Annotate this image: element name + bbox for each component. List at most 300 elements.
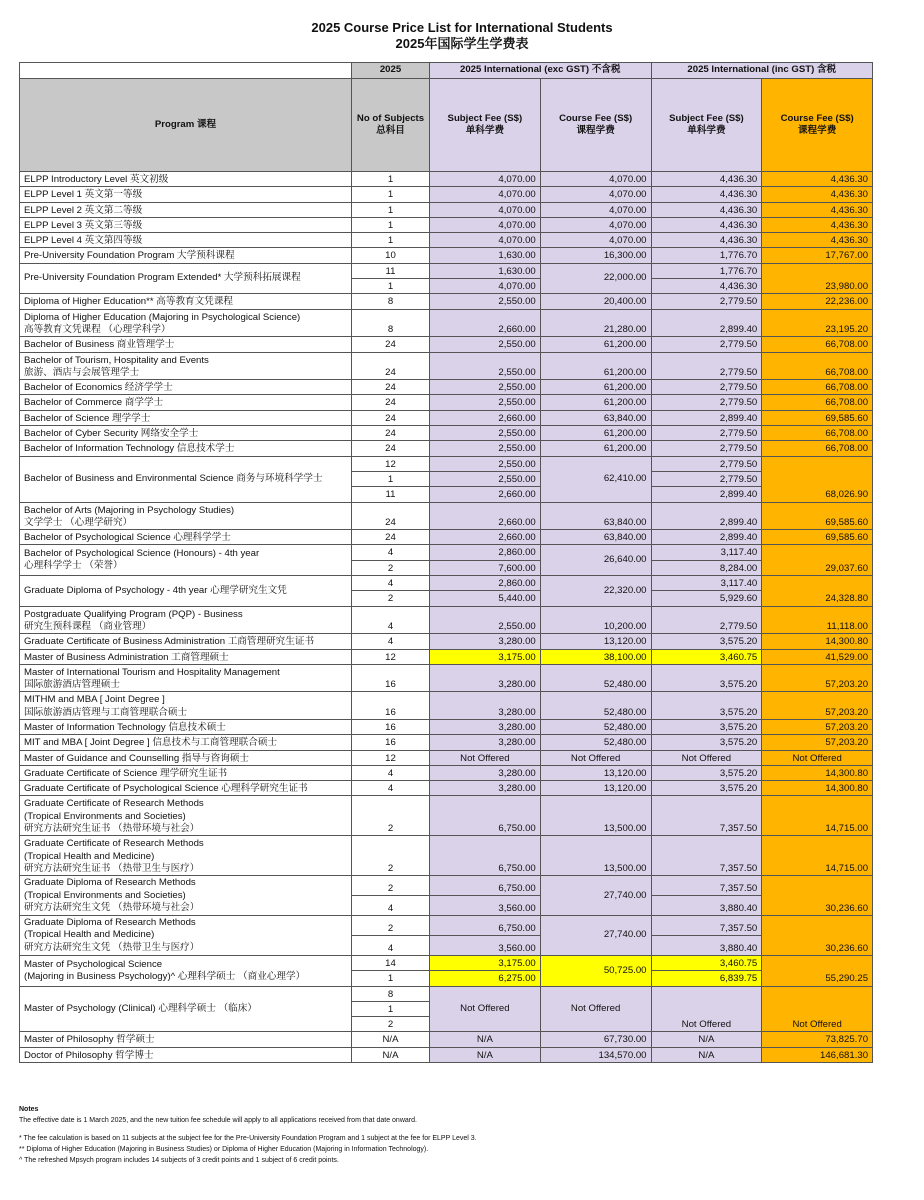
subject-fee-inc-gst: 3,117.40 — [651, 545, 762, 560]
subject-fee-inc-gst: 7,357.50 — [651, 836, 762, 876]
program-name — [20, 649, 352, 664]
subject-count: 2 — [352, 591, 430, 606]
program-name-line: 研究方法研究生证书 （热带卫生与医疗） — [24, 862, 200, 874]
course-fee-inc-gst: 69,585.60 — [762, 410, 873, 425]
course-fee-inc-gst: 69,585.60 — [762, 502, 873, 530]
subject-fee-inc-gst: 2,899.40 — [651, 530, 762, 545]
program-name-line: Bachelor of Psychological Science 心理科学学士 — [24, 532, 231, 544]
table-row — [20, 664, 873, 692]
program-name-line: Graduate Certificate of Science 理学研究生证书 — [24, 767, 228, 779]
program-name — [20, 309, 352, 337]
subject-fee-inc-gst: 2,899.40 — [651, 502, 762, 530]
table-row — [20, 441, 873, 456]
course-fee-exc-gst: 16,300.00 — [540, 248, 651, 263]
program-name-line: MIT and MBA [ Joint Degree ] 信息技术与工商管理联合硕士 — [24, 737, 278, 749]
program-name-line: Bachelor of Cyber Security 网络安全学士 — [24, 428, 199, 440]
subject-fee-exc-gst: N/A — [430, 1047, 541, 1062]
course-fee-inc-gst: 17,767.00 — [762, 248, 873, 263]
title-en: 2025 Course Price List for International Students — [311, 20, 613, 35]
course-fee-exc-gst: 13,120.00 — [540, 634, 651, 649]
program-name-line: 国际旅游酒店管理硕士 — [24, 679, 120, 691]
program-name-line: 研究生预科课程 （商业管理） — [24, 620, 152, 632]
table-row — [20, 530, 873, 545]
course-fee-inc-gst: 69,585.60 — [762, 530, 873, 545]
subject-fee-inc-gst: 3,575.20 — [651, 692, 762, 720]
subject-count: 2 — [352, 796, 430, 836]
subject-fee-inc-gst: 3,460.75 — [651, 649, 762, 664]
subject-fee-exc-gst: 3,280.00 — [430, 719, 541, 734]
subject-count: 4 — [352, 606, 430, 634]
subject-count: 24 — [352, 337, 430, 352]
subject-count: N/A — [352, 1032, 430, 1047]
table-row — [20, 410, 873, 425]
subject-fee-exc-gst: 4,070.00 — [430, 202, 541, 217]
note-mpsych: ^ The refreshed Mpsych program includes 14 subjects of 3 credit points and 1 subject of 6 credit points. — [19, 1157, 339, 1164]
course-fee-exc-gst: 62,410.00 — [540, 456, 651, 502]
header-blank — [20, 63, 352, 79]
program-name-line: 研究方法研究生证书 （热带环境与社会） — [24, 823, 200, 835]
course-fee-exc-gst: 22,320.00 — [540, 576, 651, 607]
course-fee-inc-gst: 55,290.25 — [762, 956, 873, 987]
subject-fee-exc-gst: 2,550.00 — [430, 395, 541, 410]
table-row — [20, 233, 873, 248]
program-name — [20, 502, 352, 530]
subject-fee-exc-gst: 2,550.00 — [430, 456, 541, 471]
program-name-line: 文学学士 （心理学研究） — [24, 516, 133, 528]
subject-fee-inc-gst: 2,899.40 — [651, 487, 762, 502]
program-name — [20, 796, 352, 836]
program-name — [20, 172, 352, 187]
program-name-line: (Tropical Environments and Societies) — [24, 889, 186, 901]
subject-fee-inc-gst: 4,436.30 — [651, 202, 762, 217]
course-fee-exc-gst: Not Offered — [540, 750, 651, 765]
subject-fee-inc-gst: 2,779.50 — [651, 395, 762, 410]
course-fee-inc-gst: 66,708.00 — [762, 395, 873, 410]
course-fee-inc-gst: 4,436.30 — [762, 217, 873, 232]
program-name-line: Diploma of Higher Education (Majoring in Psychological Science) — [24, 311, 301, 323]
program-name-line: Master of Philosophy 哲学硕士 — [24, 1034, 155, 1046]
subject-fee-exc-gst: 3,280.00 — [430, 765, 541, 780]
subject-fee-inc-gst: N/A — [651, 1032, 762, 1047]
table-row — [20, 456, 873, 471]
header-program: Program 课程 — [20, 79, 352, 172]
subject-fee-exc-gst: 2,660.00 — [430, 502, 541, 530]
subject-fee-exc-gst: 2,860.00 — [430, 576, 541, 591]
program-name-line: Pre-University Foundation Program 大学预科课程 — [24, 250, 235, 262]
subject-fee-exc-gst: 2,550.00 — [430, 380, 541, 395]
program-name — [20, 956, 352, 987]
subject-fee-exc-gst: 6,750.00 — [430, 836, 541, 876]
subject-count: 4 — [352, 545, 430, 560]
program-name-line: ELPP Introductory Level 英文初级 — [24, 174, 169, 185]
subject-count: 24 — [352, 530, 430, 545]
program-name-line: 研究方法研究生文凭 （热带环境与社会） — [24, 901, 200, 913]
subject-fee-inc-gst: 4,436.30 — [651, 233, 762, 248]
subject-fee-inc-gst: 7,357.50 — [651, 916, 762, 936]
course-fee-exc-gst: 38,100.00 — [540, 649, 651, 664]
program-name — [20, 735, 352, 750]
course-fee-exc-gst: 61,200.00 — [540, 395, 651, 410]
course-fee-exc-gst: Not Offered — [540, 986, 651, 1032]
subject-count: 12 — [352, 750, 430, 765]
course-fee-inc-gst: 4,436.30 — [762, 172, 873, 187]
course-fee-exc-gst: 52,480.00 — [540, 664, 651, 692]
course-fee-exc-gst: 22,000.00 — [540, 263, 651, 294]
subject-count: 4 — [352, 936, 430, 956]
table-row — [20, 294, 873, 309]
subject-fee-inc-gst: 3,575.20 — [651, 719, 762, 734]
subject-fee-exc-gst: 5,440.00 — [430, 591, 541, 606]
program-name — [20, 1047, 352, 1062]
program-name-line: (Tropical Environments and Societies) — [24, 810, 186, 822]
subject-fee-exc-gst: 4,070.00 — [430, 279, 541, 294]
subject-count: 24 — [352, 410, 430, 425]
program-name-line: Graduate Certificate of Business Administration 工商管理研究生证书 — [24, 636, 315, 648]
subject-fee-exc-gst: 2,550.00 — [430, 426, 541, 441]
notes-effective-date: The effective date is 1 March 2025, and the new tuition fee schedule will apply to all applications received from that date onward. — [19, 1117, 417, 1124]
program-name-line: 心理科学学士 （荣誉） — [24, 560, 123, 572]
program-name — [20, 530, 352, 545]
subject-fee-inc-gst: 3,880.40 — [651, 896, 762, 916]
subject-fee-exc-gst: 4,070.00 — [430, 233, 541, 248]
program-name — [20, 606, 352, 634]
program-name — [20, 836, 352, 876]
program-name-line: (Tropical Health and Medicine) — [24, 850, 155, 862]
program-name-line: Bachelor of Tourism, Hospitality and Events — [24, 354, 209, 366]
program-name — [20, 456, 352, 502]
subject-count: 4 — [352, 634, 430, 649]
program-name-line: Master of International Tourism and Hospitality Management — [24, 666, 280, 678]
subject-fee-exc-gst: 2,660.00 — [430, 530, 541, 545]
subject-fee-exc-gst: 2,550.00 — [430, 352, 541, 380]
subject-fee-exc-gst: 6,750.00 — [430, 796, 541, 836]
program-name-line: Master of Business Administration 工商管理硕士 — [24, 651, 229, 663]
course-fee-inc-gst: 66,708.00 — [762, 380, 873, 395]
course-fee-inc-gst: 23,980.00 — [762, 263, 873, 294]
program-name-line: Bachelor of Business and Environmental Science 商务与环境科学学士 — [24, 472, 323, 484]
program-name — [20, 750, 352, 765]
table-row — [20, 692, 873, 720]
program-name — [20, 719, 352, 734]
subject-count: N/A — [352, 1047, 430, 1062]
program-name-line: ELPP Level 2 英文第二等级 — [24, 204, 143, 216]
subject-fee-inc-gst: 6,839.75 — [651, 971, 762, 986]
course-fee-exc-gst: 20,400.00 — [540, 294, 651, 309]
program-name-line: Master of Psychological Science — [24, 958, 163, 970]
header-row-top — [20, 63, 873, 79]
program-name — [20, 233, 352, 248]
title-zh: 2025年国际学生学费表 — [395, 36, 529, 51]
course-fee-inc-gst: 29,037.60 — [762, 545, 873, 576]
subject-fee-exc-gst: 3,175.00 — [430, 956, 541, 971]
subject-fee-inc-gst: 3,880.40 — [651, 936, 762, 956]
program-name-line: Doctor of Philosophy 哲学博士 — [24, 1049, 154, 1061]
course-fee-exc-gst: 13,120.00 — [540, 765, 651, 780]
program-name-line: Graduate Diploma of Research Methods — [24, 877, 196, 889]
subject-count: 8 — [352, 309, 430, 337]
subject-fee-exc-gst: 2,550.00 — [430, 606, 541, 634]
header-course-fee-exc — [540, 79, 651, 172]
subject-fee-inc-gst: 4,436.30 — [651, 187, 762, 202]
course-fee-inc-gst: 30,236.60 — [762, 916, 873, 956]
program-name-line: (Majoring in Business Psychology)^ 心理科学硕士 （商业心理学） — [24, 970, 306, 982]
table-row — [20, 719, 873, 734]
table-row — [20, 765, 873, 780]
course-fee-exc-gst: 13,500.00 — [540, 796, 651, 836]
course-fee-inc-gst: 146,681.30 — [762, 1047, 873, 1062]
header-subject-fee-inc-en: Subject Fee (S$) — [669, 112, 744, 124]
program-name-line: Master of Information Technology 信息技术硕士 — [24, 721, 226, 733]
subject-count: 24 — [352, 426, 430, 441]
subject-count: 4 — [352, 781, 430, 796]
subject-fee-inc-gst: 2,779.50 — [651, 426, 762, 441]
subject-fee-inc-gst: 4,436.30 — [651, 217, 762, 232]
subject-count: 12 — [352, 649, 430, 664]
program-name-line: Graduate Diploma of Research Methods — [24, 917, 196, 929]
header-subject-fee-inc-zh: 单科学费 — [687, 125, 726, 136]
table-row — [20, 735, 873, 750]
subject-count: 4 — [352, 896, 430, 916]
subject-fee-inc-gst: 1,776.70 — [651, 263, 762, 278]
course-fee-inc-gst: 57,203.20 — [762, 692, 873, 720]
note-diploma: ** Diploma of Higher Education (Majoring in Business Studies) or Diploma of Higher Education (Majoring in Information Technology). — [19, 1146, 429, 1153]
subject-count: 2 — [352, 876, 430, 896]
program-name-line: 高等教育文凭课程 （心理学科学） — [24, 323, 171, 335]
course-fee-inc-gst: 66,708.00 — [762, 441, 873, 456]
subject-fee-inc-gst: 3,575.20 — [651, 664, 762, 692]
program-name-line: Master of Psychology (Clinical) 心理科学硕士 （临床） — [24, 1002, 257, 1014]
table-row — [20, 876, 873, 896]
table-row — [20, 380, 873, 395]
course-fee-inc-gst: 14,300.80 — [762, 765, 873, 780]
subject-count: 2 — [352, 1017, 430, 1032]
table-row — [20, 1032, 873, 1047]
header-course-fee-inc — [762, 79, 873, 172]
subject-fee-exc-gst: 3,280.00 — [430, 664, 541, 692]
subject-count: 4 — [352, 765, 430, 780]
subject-count: 24 — [352, 352, 430, 380]
program-name — [20, 692, 352, 720]
table-row — [20, 796, 873, 836]
course-fee-inc-gst: 66,708.00 — [762, 337, 873, 352]
header-subjects-zh: 总科目 — [376, 125, 405, 136]
course-fee-inc-gst: 22,236.00 — [762, 294, 873, 309]
subject-fee-exc-gst: 3,280.00 — [430, 634, 541, 649]
subject-fee-inc-gst: 3,575.20 — [651, 781, 762, 796]
program-name — [20, 634, 352, 649]
subject-fee-inc-gst: 1,776.70 — [651, 248, 762, 263]
subject-fee-exc-gst: 4,070.00 — [430, 172, 541, 187]
header-inc-gst: 2025 International (inc GST) 含税 — [651, 63, 873, 79]
course-fee-inc-gst: 66,708.00 — [762, 352, 873, 380]
program-name-line: Pre-University Foundation Program Extended* 大学预科拓展课程 — [24, 272, 301, 284]
table-row — [20, 956, 873, 971]
subject-count: 8 — [352, 294, 430, 309]
subject-fee-inc-gst: N/A — [651, 1047, 762, 1062]
subject-fee-inc-gst: 2,899.40 — [651, 309, 762, 337]
course-fee-exc-gst: 4,070.00 — [540, 217, 651, 232]
subject-fee-inc-gst: 2,779.50 — [651, 471, 762, 486]
subject-fee-inc-gst: 2,779.50 — [651, 606, 762, 634]
program-name-line: MITHM and MBA [ Joint Degree ] — [24, 694, 165, 706]
subject-count: 24 — [352, 441, 430, 456]
table-row — [20, 634, 873, 649]
program-name — [20, 664, 352, 692]
course-fee-exc-gst: 61,200.00 — [540, 337, 651, 352]
subject-fee-exc-gst: 3,280.00 — [430, 692, 541, 720]
header-exc-gst: 2025 International (exc GST) 不含税 — [430, 63, 652, 79]
course-fee-exc-gst: 50,725.00 — [540, 956, 651, 987]
subject-fee-exc-gst: 2,550.00 — [430, 294, 541, 309]
course-fee-exc-gst: 61,200.00 — [540, 441, 651, 456]
subject-fee-inc-gst: 7,357.50 — [651, 876, 762, 896]
header-subject-fee-exc-zh: 单科学费 — [465, 125, 505, 136]
program-name — [20, 916, 352, 956]
course-fee-exc-gst: 21,280.00 — [540, 309, 651, 337]
course-fee-exc-gst: 4,070.00 — [540, 202, 651, 217]
course-fee-inc-gst: 14,715.00 — [762, 796, 873, 836]
program-name-line: Diploma of Higher Education** 高等教育文凭课程 — [24, 296, 234, 308]
subject-fee-inc-gst: 3,117.40 — [651, 576, 762, 591]
program-name-line: Bachelor of Science 理学学士 — [24, 412, 151, 424]
table-row — [20, 202, 873, 217]
program-rows — [20, 172, 873, 1063]
subject-fee-exc-gst: N/A — [430, 1032, 541, 1047]
subject-fee-exc-gst: 7,600.00 — [430, 560, 541, 575]
subject-fee-inc-gst: 4,436.30 — [651, 279, 762, 294]
subject-fee-exc-gst: 3,560.00 — [430, 936, 541, 956]
course-fee-inc-gst: 68,026.90 — [762, 456, 873, 502]
course-fee-inc-gst: 14,715.00 — [762, 836, 873, 876]
course-fee-inc-gst: 4,436.30 — [762, 187, 873, 202]
course-fee-exc-gst: 63,840.00 — [540, 530, 651, 545]
subject-fee-exc-gst: 3,280.00 — [430, 781, 541, 796]
program-name — [20, 217, 352, 232]
subject-fee-inc-gst: 2,779.50 — [651, 294, 762, 309]
subject-count: 14 — [352, 956, 430, 971]
subject-count: 2 — [352, 916, 430, 936]
header-course-fee-inc-zh: 课程学费 — [797, 125, 837, 136]
subject-fee-exc-gst: 2,550.00 — [430, 471, 541, 486]
course-fee-exc-gst: 52,480.00 — [540, 735, 651, 750]
course-fee-inc-gst: Not Offered — [762, 986, 873, 1032]
course-fee-exc-gst: 10,200.00 — [540, 606, 651, 634]
course-fee-inc-gst: 30,236.60 — [762, 876, 873, 916]
subject-fee-exc-gst: 3,560.00 — [430, 896, 541, 916]
subject-count: 1 — [352, 279, 430, 294]
course-fee-exc-gst: 63,840.00 — [540, 502, 651, 530]
program-name-line: 研究方法研究生文凭 （热带卫生与医疗） — [24, 941, 200, 953]
subject-count: 16 — [352, 664, 430, 692]
subject-fee-inc-gst: 3,460.75 — [651, 956, 762, 971]
subject-fee-exc-gst: 1,630.00 — [430, 263, 541, 278]
subject-fee-exc-gst: 2,660.00 — [430, 410, 541, 425]
subject-count: 11 — [352, 487, 430, 502]
table-row — [20, 606, 873, 634]
table-row — [20, 352, 873, 380]
table-row — [20, 309, 873, 337]
course-fee-exc-gst: 13,120.00 — [540, 781, 651, 796]
program-name — [20, 248, 352, 263]
table-row — [20, 217, 873, 232]
course-fee-inc-gst: 73,825.70 — [762, 1032, 873, 1047]
subject-fee-exc-gst: 2,660.00 — [430, 309, 541, 337]
program-name-line: Graduate Certificate of Research Methods — [24, 838, 204, 850]
program-name-line: ELPP Level 4 英文第四等级 — [24, 235, 143, 247]
course-fee-exc-gst: 63,840.00 — [540, 410, 651, 425]
program-name — [20, 1032, 352, 1047]
header-subjects — [352, 79, 430, 172]
subject-fee-exc-gst: 6,750.00 — [430, 876, 541, 896]
subject-count: 16 — [352, 692, 430, 720]
program-name-line: ELPP Level 1 英文第一等级 — [24, 189, 143, 201]
subject-fee-exc-gst: 2,860.00 — [430, 545, 541, 560]
subject-fee-inc-gst: Not Offered — [651, 986, 762, 1032]
course-fee-exc-gst: 67,730.00 — [540, 1032, 651, 1047]
subject-fee-exc-gst: 3,175.00 — [430, 649, 541, 664]
table-row — [20, 916, 873, 936]
subject-fee-inc-gst: 2,779.50 — [651, 456, 762, 471]
table-row — [20, 502, 873, 530]
subject-fee-inc-gst: 2,779.50 — [651, 352, 762, 380]
program-name-line: Graduate Certificate of Psychological Science 心理科学研究生证书 — [24, 783, 308, 795]
program-name — [20, 545, 352, 576]
course-fee-inc-gst: 4,436.30 — [762, 233, 873, 248]
course-fee-exc-gst: 4,070.00 — [540, 233, 651, 248]
subject-count: 1 — [352, 172, 430, 187]
course-fee-exc-gst: 134,570.00 — [540, 1047, 651, 1062]
course-fee-exc-gst: 61,200.00 — [540, 380, 651, 395]
header-subjects-en: No of Subjects — [356, 112, 425, 124]
subject-fee-exc-gst: 2,550.00 — [430, 441, 541, 456]
program-name-line: Bachelor of Psychological Science (Honours) - 4th year — [24, 547, 260, 559]
program-name — [20, 781, 352, 796]
header-year: 2025 — [352, 63, 430, 79]
subject-count: 12 — [352, 456, 430, 471]
note-foundation-extended: * The fee calculation is based on 11 subjects at the subject fee for the Pre-University Foundation Program and 1 subject at the fee for ELPP Level 3. — [19, 1135, 477, 1142]
table-row — [20, 337, 873, 352]
subject-count: 10 — [352, 248, 430, 263]
subject-fee-exc-gst: Not Offered — [430, 986, 541, 1032]
header-subject-fee-inc — [651, 79, 762, 172]
program-name-line: Bachelor of Information Technology 信息技术学士 — [24, 443, 235, 455]
program-name — [20, 441, 352, 456]
program-name-line: Bachelor of Commerce 商学学士 — [24, 397, 164, 409]
subject-count: 24 — [352, 502, 430, 530]
subject-fee-exc-gst: 4,070.00 — [430, 217, 541, 232]
program-name — [20, 986, 352, 1032]
subject-fee-inc-gst: 7,357.50 — [651, 796, 762, 836]
table-row — [20, 986, 873, 1001]
table-row — [20, 248, 873, 263]
subject-count: 1 — [352, 971, 430, 986]
subject-fee-exc-gst: 1,630.00 — [430, 248, 541, 263]
program-name — [20, 395, 352, 410]
subject-count: 1 — [352, 233, 430, 248]
course-fee-exc-gst: 26,640.00 — [540, 545, 651, 576]
table-row — [20, 576, 873, 591]
table-row — [20, 187, 873, 202]
course-fee-inc-gst: 57,203.20 — [762, 719, 873, 734]
course-fee-inc-gst: 11,118.00 — [762, 606, 873, 634]
notes-title: Notes — [19, 1106, 39, 1113]
subject-count: 24 — [352, 380, 430, 395]
subject-fee-inc-gst: 2,779.50 — [651, 380, 762, 395]
subject-count: 2 — [352, 836, 430, 876]
table-row — [20, 1047, 873, 1062]
subject-fee-inc-gst: 5,929.60 — [651, 591, 762, 606]
header-subject-fee-exc-en: Subject Fee (S$) — [447, 112, 523, 124]
